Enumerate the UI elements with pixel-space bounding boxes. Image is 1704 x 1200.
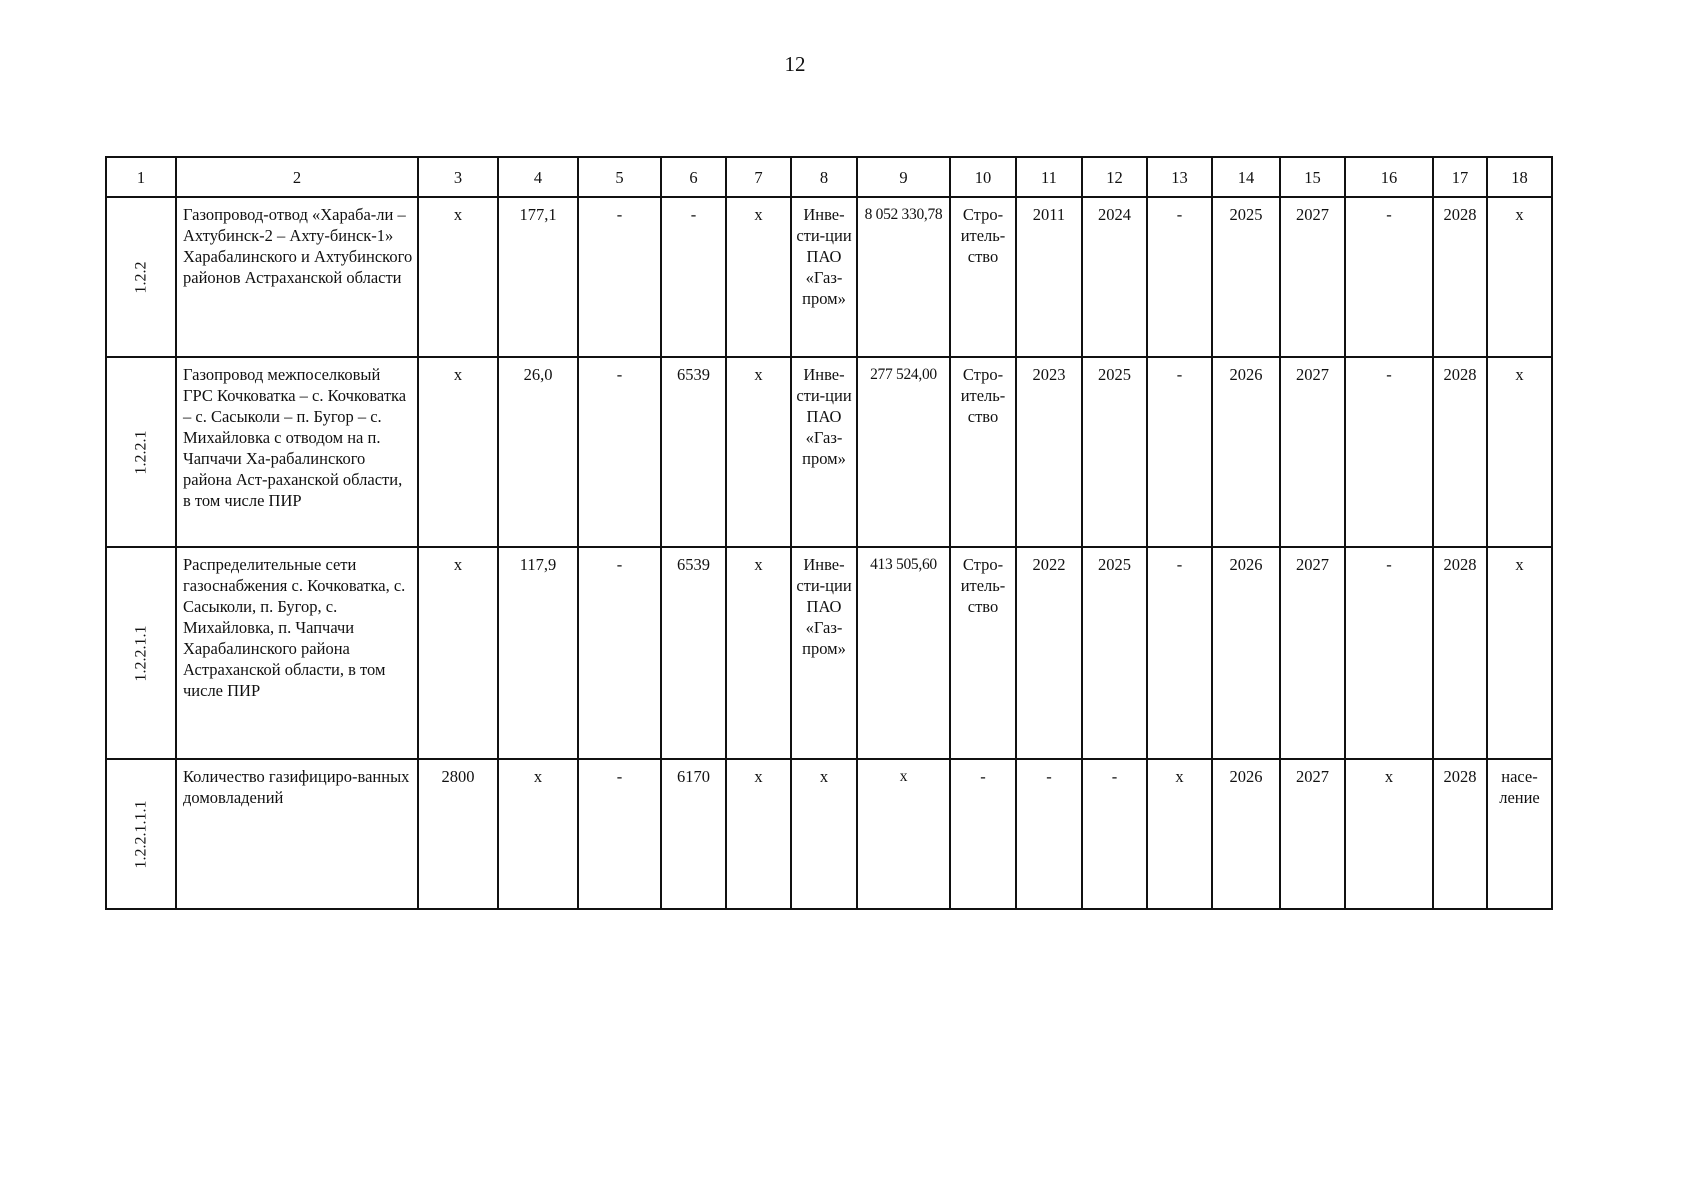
cell-c16: х <box>1345 759 1433 909</box>
cell-c9: 413 505,60 <box>857 547 950 759</box>
cell-c17: 2028 <box>1433 759 1487 909</box>
cell-c9: 8 052 330,78 <box>857 197 950 357</box>
cell-c9: х <box>857 759 950 909</box>
table-row <box>106 759 1552 909</box>
cell-c11: - <box>1016 759 1082 909</box>
cell-c7: х <box>726 197 791 357</box>
column-header: 12 <box>1082 157 1147 197</box>
data-table <box>105 156 1553 910</box>
row-code: 1.2.2 <box>132 261 150 294</box>
row-name: Распределительные сети газоснабжения с. Кочковатка, с. Сасыколи, п. Бугор, с. Михайловка, п. Чапчачи Харабалинского района Астраханской области, в том числе ПИР <box>176 547 418 759</box>
cell-c3: 2800 <box>418 759 498 909</box>
row-code-cell <box>106 759 176 909</box>
cell-c15: 2027 <box>1280 759 1345 909</box>
cell-c3: х <box>418 197 498 357</box>
cell-c13: - <box>1147 357 1212 547</box>
column-header: 8 <box>791 157 857 197</box>
row-code-cell <box>106 357 176 547</box>
row-code-cell <box>106 197 176 357</box>
column-header: 16 <box>1345 157 1433 197</box>
cell-c10: Стро-итель-ство <box>950 357 1016 547</box>
cell-c7: х <box>726 759 791 909</box>
cell-c12: 2025 <box>1082 547 1147 759</box>
cell-c18: насе-ление <box>1487 759 1552 909</box>
cell-c18: х <box>1487 357 1552 547</box>
cell-c14: 2025 <box>1212 197 1280 357</box>
cell-c3: х <box>418 547 498 759</box>
column-header: 3 <box>418 157 498 197</box>
cell-c7: х <box>726 547 791 759</box>
column-header: 2 <box>176 157 418 197</box>
cell-c16: - <box>1345 547 1433 759</box>
cell-c6: 6170 <box>661 759 726 909</box>
cell-c12: 2024 <box>1082 197 1147 357</box>
cell-c8: х <box>791 759 857 909</box>
column-header: 14 <box>1212 157 1280 197</box>
cell-c8: Инве-сти-ции ПАО «Газ-пром» <box>791 547 857 759</box>
cell-c8: Инве-сти-ции ПАО «Газ-пром» <box>791 197 857 357</box>
cell-c12: 2025 <box>1082 357 1147 547</box>
row-name: Количество газифициро-ванных домовладений <box>176 759 418 909</box>
row-code-cell <box>106 547 176 759</box>
header-row <box>106 157 1552 197</box>
table-row <box>106 197 1552 357</box>
column-header: 6 <box>661 157 726 197</box>
cell-c17: 2028 <box>1433 197 1487 357</box>
column-header: 10 <box>950 157 1016 197</box>
column-header: 11 <box>1016 157 1082 197</box>
cell-c5: - <box>578 197 661 357</box>
row-code: 1.2.2.1 <box>132 430 150 475</box>
column-header: 1 <box>106 157 176 197</box>
column-header: 7 <box>726 157 791 197</box>
cell-c18: х <box>1487 197 1552 357</box>
column-header: 5 <box>578 157 661 197</box>
cell-c5: - <box>578 547 661 759</box>
row-name: Газопровод межпоселковый ГРС Кочковатка – с. Кочковатка – с. Сасыколи – п. Бугор – с. Михайловка с отводом на п. Чапчачи Ха-рабалинского района Аст-раханской области, в том числе ПИР <box>176 357 418 547</box>
cell-c14: 2026 <box>1212 547 1280 759</box>
cell-c13: х <box>1147 759 1212 909</box>
cell-c13: - <box>1147 197 1212 357</box>
cell-c16: - <box>1345 197 1433 357</box>
cell-c15: 2027 <box>1280 197 1345 357</box>
cell-c5: - <box>578 357 661 547</box>
cell-c17: 2028 <box>1433 547 1487 759</box>
column-header: 17 <box>1433 157 1487 197</box>
column-header: 18 <box>1487 157 1552 197</box>
column-header: 9 <box>857 157 950 197</box>
cell-c13: - <box>1147 547 1212 759</box>
cell-c11: 2023 <box>1016 357 1082 547</box>
row-name: Газопровод-отвод «Хараба-ли – Ахтубинск-2 – Ахту-бинск-1» Харабалинского и Ахтубинского районов Астраханской области <box>176 197 418 357</box>
cell-c4: 177,1 <box>498 197 578 357</box>
cell-c8: Инве-сти-ции ПАО «Газ-пром» <box>791 357 857 547</box>
cell-c17: 2028 <box>1433 357 1487 547</box>
cell-c14: 2026 <box>1212 357 1280 547</box>
cell-c11: 2011 <box>1016 197 1082 357</box>
cell-c9: 277 524,00 <box>857 357 950 547</box>
cell-c3: х <box>418 357 498 547</box>
cell-c5: - <box>578 759 661 909</box>
table-row <box>106 357 1552 547</box>
cell-c10: Стро-итель-ство <box>950 197 1016 357</box>
cell-c12: - <box>1082 759 1147 909</box>
cell-c6: - <box>661 197 726 357</box>
cell-c15: 2027 <box>1280 357 1345 547</box>
page-number: 12 <box>784 52 806 76</box>
cell-c10: Стро-итель-ство <box>950 547 1016 759</box>
cell-c15: 2027 <box>1280 547 1345 759</box>
table-row <box>106 547 1552 759</box>
cell-c6: 6539 <box>661 547 726 759</box>
row-code: 1.2.2.1.1 <box>132 625 150 682</box>
cell-c16: - <box>1345 357 1433 547</box>
column-header: 4 <box>498 157 578 197</box>
cell-c14: 2026 <box>1212 759 1280 909</box>
cell-c4: х <box>498 759 578 909</box>
cell-c11: 2022 <box>1016 547 1082 759</box>
cell-c6: 6539 <box>661 357 726 547</box>
cell-c4: 26,0 <box>498 357 578 547</box>
row-code: 1.2.2.1.1.1 <box>132 800 150 869</box>
cell-c18: х <box>1487 547 1552 759</box>
column-header: 15 <box>1280 157 1345 197</box>
column-header: 13 <box>1147 157 1212 197</box>
cell-c7: х <box>726 357 791 547</box>
cell-c4: 117,9 <box>498 547 578 759</box>
cell-c10: - <box>950 759 1016 909</box>
